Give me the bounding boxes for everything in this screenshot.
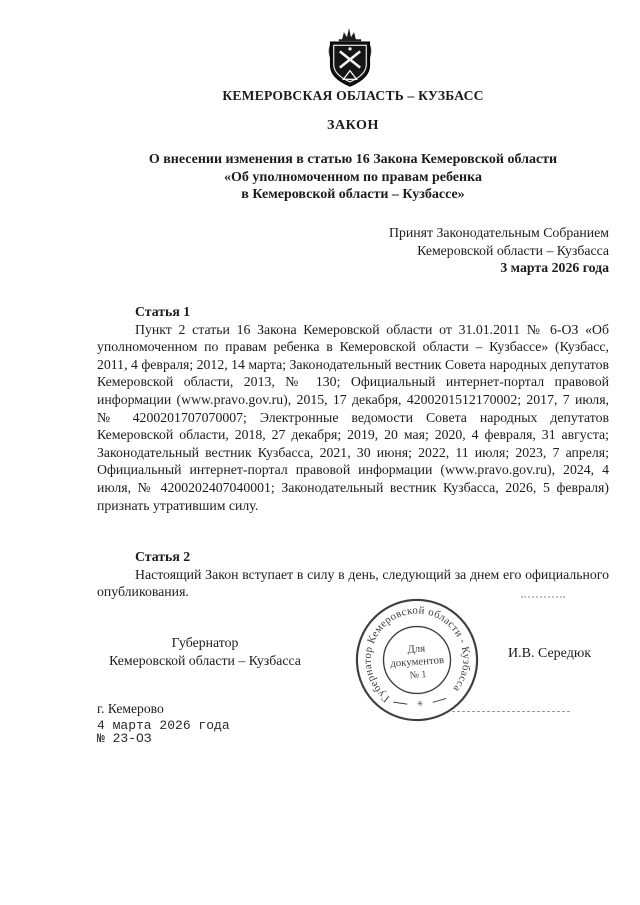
title-line-1: О внесении изменения в статью 16 Закона Кемеровской области bbox=[148, 152, 558, 167]
footer-date: 4 марта 2026 года bbox=[97, 718, 230, 733]
stamp-graphic bbox=[353, 596, 481, 724]
adoption-line-2: Кемеровской области – Кузбасса bbox=[417, 242, 609, 258]
signature-position-line-1: Губернатор bbox=[171, 635, 239, 650]
title-line-2: «Об уполномоченном по правам ребенка bbox=[224, 169, 482, 185]
article-1 bbox=[97, 303, 609, 514]
signature-position bbox=[97, 634, 313, 670]
article-1-heading: Статья 1 bbox=[135, 304, 191, 319]
footer-city: г. Кемерово bbox=[97, 701, 164, 716]
stamp-bottom-ornament: ✳ bbox=[416, 698, 424, 709]
article-2-body: Настоящий Закон вступает в силу в день, следующий за днем его официального опубликования. bbox=[97, 566, 609, 600]
coat-of-arms-icon bbox=[322, 27, 378, 91]
official-stamp bbox=[353, 596, 481, 724]
stamp-center-line-1: Для bbox=[406, 642, 426, 656]
document-type-label: ЗАКОН bbox=[326, 118, 380, 133]
adoption-line-1: Принят Законодательным Собранием bbox=[389, 225, 609, 240]
scan-artifact-marks bbox=[521, 596, 565, 598]
document-title bbox=[97, 151, 609, 204]
stamp-center-line-3: № 1 bbox=[409, 669, 427, 682]
footer-document-number: № 23-ОЗ bbox=[97, 731, 152, 746]
signature-line bbox=[452, 711, 570, 712]
signer-name: И.В. Середюк bbox=[508, 646, 592, 661]
title-line-3: в Кемеровской области – Кузбассе» bbox=[241, 187, 465, 202]
article-1-body: Пункт 2 статьи 16 Закона Кемеровской области от 31.01.2011 № 6-ОЗ «Об уполномоченном по правам ребенка в Кемеровской области – Кузбассе» (Кузбасс, 2011, 4 февраля; 2012, 14 марта; Законодательный вестник Совета народных депутатов Кемеровской области, 2013, № 130; Официальный интернет-портал правовой информации (www.pravo.gov.ru), 2015, 17 декабря, 4200201512170002; 2017, 7 июля, № 4200201707070007; Электронные ведомости Совета народных депутатов Кемеровской области, 2018, 27 декабря; 2019, 20 мая; 2020, 4 февраля, 31 августа; Законодательный вестник Кузбасса, 2021, 30 июня; 2022, 11 июля; 2023, 7 апреля; Официальный интернет-портал правовой информации (www.pravo.gov.ru), 2024, 4 июля, № 4200202407040001; Законодательный вестник Кузбасса, 2026, 5 февраля) признать утратившим силу. bbox=[97, 321, 609, 513]
stamp-center-line-2: документов bbox=[389, 654, 445, 670]
adoption-block bbox=[97, 224, 609, 277]
article-2 bbox=[97, 548, 609, 601]
region-header: КЕМЕРОВСКАЯ ОБЛАСТЬ – КУЗБАСС bbox=[222, 88, 484, 103]
signature-position-line-2: Кемеровской области – Кузбасса bbox=[109, 653, 301, 668]
adoption-date: 3 марта 2026 года bbox=[500, 260, 609, 276]
coat-of-arms-graphic bbox=[322, 27, 378, 91]
emblem-crown bbox=[342, 28, 356, 40]
article-2-heading: Статья 2 bbox=[135, 549, 191, 564]
stamp-ring-text: Губернатор Кемеровской области - Кузбасса bbox=[361, 604, 473, 705]
